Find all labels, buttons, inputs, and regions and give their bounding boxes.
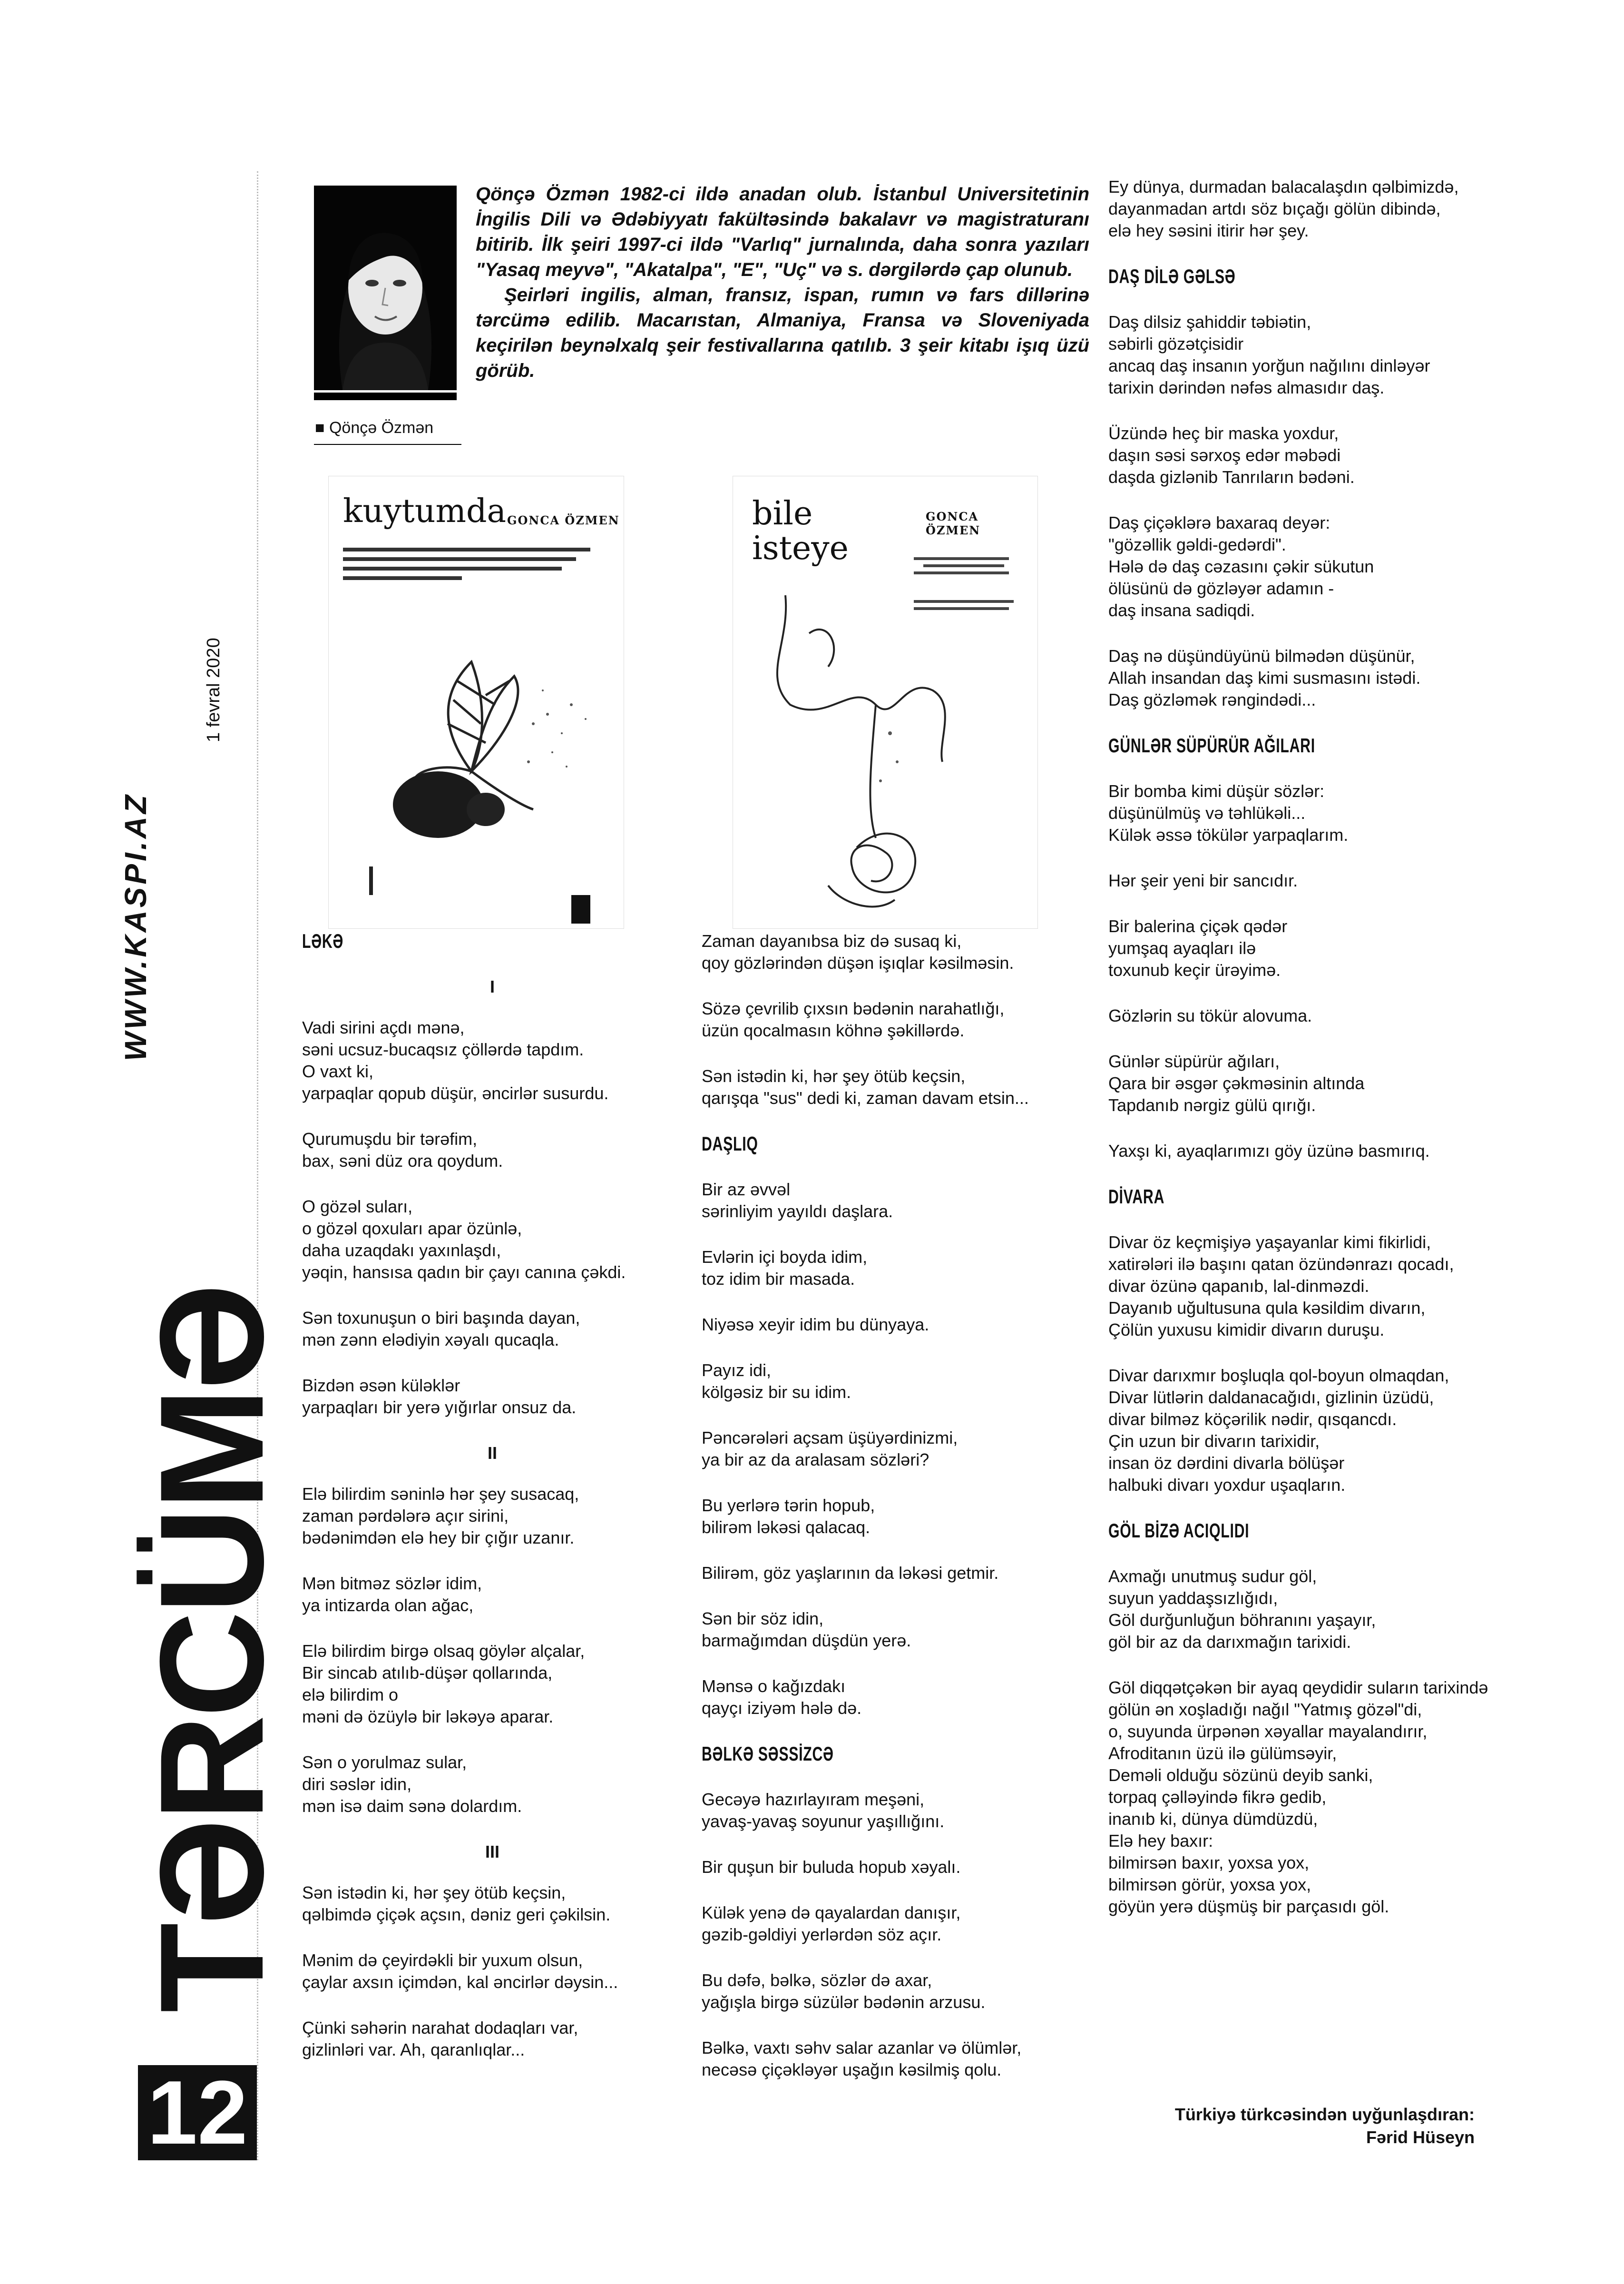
stanza: Mənim də çeyirdəkli bir yuxum olsun, çaylar axsın içimdən, kal əncirlər dəysin... (302, 1950, 618, 1992)
poem-column-left (302, 930, 683, 2085)
page-number: 12 (138, 2065, 257, 2160)
poem-title: GÖL BİZƏ ACIQLIDI (1108, 1519, 1250, 1542)
bio-paragraph: Qönçə Özmən 1982-ci ildə anadan olub. İstanbul Universitetinin İngilis Dili və Ədəbiyyatı fakültəsində bakalavr və magistraturanı bitirib. İlk şeiri 1997-ci ildə "Varlıq" jurnalında, daha sonra yazıları "Yasaq meyvə", "Akatalpa", "E", "Uç" və s. dərgilərdə çap olunub. (476, 184, 1089, 280)
stanza: Qurumuşdu bir tərəfim, bax, səni düz ora qoydum. (302, 1129, 503, 1171)
stanza: Daş dilsiz şahiddir təbiətin, səbirli gözətçisidir ancaq daş insanın yorğun nağılını dinləyər tarixin dərindən nəfəs almasıdır daş. (1108, 312, 1430, 397)
stanza: Pəncərələri açsam üşüyərdinizmi, ya bir az da aralasam sözləri? (702, 1428, 958, 1469)
poem-title: DAŞLIQ (702, 1132, 758, 1155)
poem-title: LƏKƏ (302, 930, 344, 952)
caption-rule (314, 444, 461, 445)
poem-column-right (1108, 176, 1494, 1941)
cover-author: GONCA ÖZMEN (926, 510, 981, 537)
stanza: Bir bomba kimi düşür sözlər: düşünülmüş və təhlükəli... Külək əssə tökülər yarpaqlarım. (1108, 781, 1349, 845)
stanza: O gözəl suları, o gözəl qoxuları apar özünlə, daha uzaqdakı yaxınlaşdı, yəqin, hansısa qadın bir çayı canına çəkdi. (302, 1197, 626, 1282)
cover-title-line2: isteye (752, 530, 849, 567)
stanza: Bu yerlərə tərin hopub, bilirəm ləkəsi qalacaq. (702, 1496, 875, 1537)
bio-paragraph: Şeirləri ingilis, alman, fransız, ispan, rumın və fars dillərinə tərcümə edilib. Macarıstan, Almaniya, Fransa və Sloveniyada keçirilən beynəlxalq şeir festivallarına qatılıb. 3 şeir kitabı işıq üzü görüb. (476, 285, 1089, 381)
stanza: Bəlkə, vaxtı səhv salar azanlar və ölümlər, necəsə çiçəkləyər uşağın kəsilmiş qolu. (702, 2038, 1022, 2079)
stanza: Mən bitməz sözlər idim, ya intizarda olan ağac, (302, 1574, 482, 1615)
stanza: Sən istədin ki, hər şey ötüb keçsin, qəlbimdə çiçək açsın, dəniz geri çəkilsin. (302, 1883, 611, 1924)
website-url: WWW.KASPI.AZ (118, 792, 153, 1061)
book-cover-kuytumda (328, 476, 624, 929)
translator-name: Fərid Hüseyn (1366, 2127, 1475, 2147)
stanza: Mənsə o kağızdakı qayçı iziyəm hələ də. (702, 1676, 862, 1718)
section-title: TƏRCÜMƏ (129, 1286, 294, 2013)
moth-illustration (329, 476, 624, 928)
book-cover-bile-isteye (733, 476, 1038, 929)
wire-illustration (733, 476, 1037, 928)
stanza: Axmağı unutmuş sudur göl, suyun yaddaşsızlığıdı, Göl durğunluğun böhranını yaşayır, göl bir az da darıxmağın tarixidi. (1108, 1566, 1376, 1652)
stanza: Günlər süpürür ağıları, Qara bir əsgər çəkməsinin altında Tapdanıb nərgiz gülü qırığı. (1108, 1052, 1365, 1115)
stanza: Daş çiçəklərə baxaraq deyər: "gözəllik gəldi-gedərdi". Hələ də daş cəzasını çəkir sükutun ölüsünü də gözləyər adamın - daş insana sadiqdi. (1108, 513, 1374, 620)
stanza: Gecəyə hazırlayıram meşəni, yavaş-yavaş soyunur yaşıllığını. (702, 1790, 945, 1831)
stanza: Üzündə heç bir maska yoxdur, daşın səsi sərxoş edər məbədi daşda gizlənib Tanrıların bədəni. (1108, 423, 1355, 487)
cover-author: GONCA ÖZMEN (507, 513, 620, 527)
stanza: Evlərin içi boyda idim, toz idim bir masada. (702, 1247, 868, 1289)
author-bio (476, 182, 1089, 384)
photo-caption: ■ Qönçə Özmən (315, 419, 434, 437)
stanza: Bizdən əsən küləklər yarpaqları bir yerə yığırlar onsuz da. (302, 1376, 577, 1417)
poem-title: GÜNLƏR SÜPÜRÜR AĞILARI (1108, 734, 1315, 757)
stanza: Bu dəfə, bəlkə, sözlər də axar, yağışla birgə süzülər bədənin arzusu. (702, 1970, 986, 2012)
stanza: Bilirəm, göz yaşlarının da ləkəsi getmir. (702, 1563, 999, 1583)
stanza: Sən istədin ki, hər şey ötüb keçsin, qarışqa "sus" dedi ki, zaman davam etsin... (702, 1066, 1029, 1108)
stanza: Elə bilirdim səninlə hər şey susacaq, zaman pərdələrə açır sirini, bədənimdən elə hey bir çığır uzanır. (302, 1484, 579, 1547)
issue-date: 1 fevral 2020 (204, 638, 224, 742)
stanza: Bir az əvvəl sərinliyim yayıldı daşlara. (702, 1180, 893, 1221)
part-numeral: I (489, 977, 495, 996)
stanza: Bir quşun bir buluda hopub xəyalı. (702, 1857, 961, 1877)
part-numeral: II (487, 1443, 497, 1463)
stanza: Niyəsə xeyir idim bu dünyaya. (702, 1315, 929, 1334)
stanza: Elə bilirdim birgə olsaq göylər alçalar, Bir sincab atılıb-düşər qollarında, elə bilirdim o məni də özüylə bir ləkəyə aparar. (302, 1641, 585, 1726)
stanza: Hər şeir yeni bir sancıdır. (1108, 871, 1298, 890)
poem-title: BƏLKƏ SƏSSİZCƏ (702, 1743, 834, 1765)
poem-column-middle (702, 930, 1082, 2105)
poem-title: DAŞ DİLƏ GƏLSƏ (1108, 265, 1236, 287)
stanza: Payız idi, kölgəsiz bir su idim. (702, 1360, 851, 1402)
stanza: Gözlərin su tökür alovuma. (1108, 1006, 1312, 1025)
stanza: Daş nə düşündüyünü bilmədən düşünür, Allah insandan daş kimi susmasını istədi. Daş gözləmək rəngindədi... (1108, 646, 1421, 709)
stanza: Külək yenə də qayalardan danışır, gəzib-gəldiyi yerlərdən söz açır. (702, 1903, 961, 1944)
credit-label: Türkiyə türkcəsindən uyğunlaşdıran: (1174, 2105, 1475, 2124)
part-numeral: III (485, 1842, 499, 1861)
stanza: Divar öz keçmişiyə yaşayanlar kimi fikirlidi, xatirələri ilə başını qatan özündənrazı qocadı, divar özünə qapanıb, lal-dinməzdi. Dayanıb uğultusuna qula kəsildim divarın, Çölün yuxusu kimidir divarın duruşu. (1108, 1232, 1454, 1339)
stanza: Bir balerina çiçək qədər yumşaq ayaqları ilə toxunub keçir ürəyimə. (1108, 916, 1288, 980)
stanza: Zaman dayanıbsa biz də susaq ki, qoy gözlərindən düşən işıqlar kəsilməsin. (702, 931, 1014, 973)
stanza: Ey dünya, durmadan balacalaşdın qəlbimizdə, dayanmadan artdı söz bıçağı gölün dibində, elə hey səsini itirir hər şey. (1108, 177, 1459, 240)
stanza: Divar darıxmır boşluqla qol-boyun olmaqdan, Divar lütlərin daldanacağıdı, gizlinin üzüdü, divar bilməz köçərilik nədir, qısqancdı. Çin uzun bir divarın tarixidir, insan öz dərdini divarla bölüşər halbuki divarı yoxdur uşaqların. (1108, 1366, 1449, 1495)
poem-title: DİVARA (1108, 1185, 1165, 1208)
stanza: Göl diqqətçəkən bir ayaq qeydidir suların tarixində gölün ən xoşladığı nağıl "Yatmış gözəl"di, o, suyunda ürpənən xəyallar mayalandırır, Afroditanın üzü ilə gülümsəyir, Deməli olduğu sözünü deyib sanki, torpaq çəlləyində fikrə gedib, inanıb ki, dünya dümdüzdü, Elə hey baxır: bilmirsən baxır, yoxsa yox, bilmirsən görür, yoxsa yox, göyün yerə düşmüş bir parçasıdı göl. (1108, 1678, 1488, 1916)
stanza: Sən o yorulmaz sular, diri səslər idin, mən isə daim sənə dolardım. (302, 1752, 522, 1816)
stanza: Sən toxunuşun o biri başında dayan, mən zənn elədiyin xəyalı qucaqla. (302, 1308, 580, 1349)
stanza: Yaxşı ki, ayaqlarımızı göy üzünə basmırıq. (1108, 1141, 1430, 1161)
author-photo (314, 186, 457, 390)
stanza: Sən bir söz idin, barmağımdan düşdün yerə. (702, 1609, 911, 1650)
translator-credit (1108, 2103, 1475, 2149)
cover-title: kuytumda (343, 492, 507, 530)
photo-underline (314, 393, 457, 400)
stanza: Vadi sirini açdı mənə, səni ucsuz-bucaqsız çöllərdə tapdım. O vaxt ki, yarpaqlar qopub düşür, əncirlər susurdu. (302, 1018, 609, 1103)
cover-title-line1: bile (752, 495, 813, 532)
stanza: Çünki səhərin narahat dodaqları var, gizlinləri var. Ah, qaranlıqlar... (302, 2018, 578, 2059)
stanza: Sözə çevrilib çıxsın bədənin narahatlığı, üzün qocalmasın köhnə şəkillərdə. (702, 999, 1005, 1040)
